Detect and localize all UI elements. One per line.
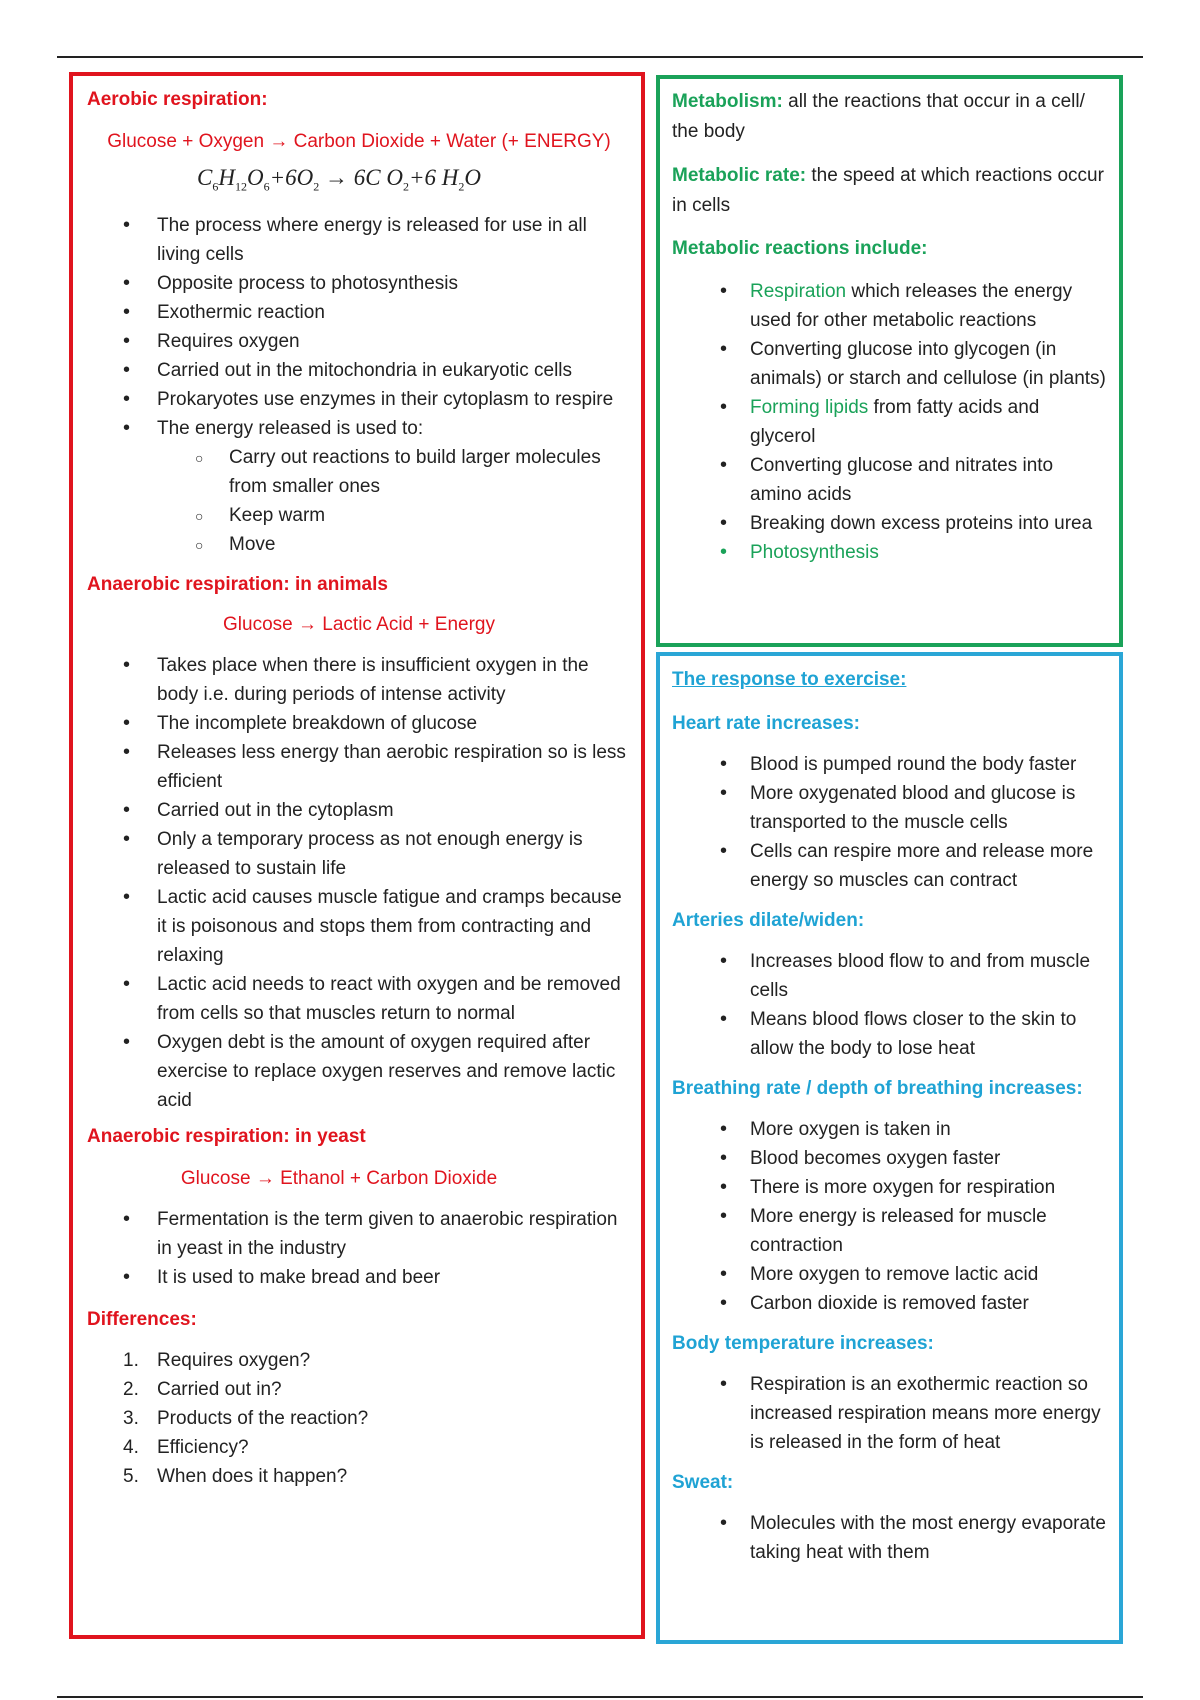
sweat-list [672, 1509, 1109, 1567]
list-item: • It is used to make bread and beer [87, 1263, 631, 1292]
list-item: • Molecules with the most energy evaporate taking heat with them [672, 1509, 1109, 1567]
list-item: • Carbon dioxide is removed faster [672, 1289, 1109, 1318]
list-item: • Opposite process to photosynthesis [87, 269, 631, 298]
aerobic-heading: Aerobic respiration: [87, 89, 268, 110]
list-item: • Means blood flows closer to the skin to allow the body to lose heat [672, 1005, 1109, 1063]
aerobic-points [87, 211, 631, 443]
differences-list [87, 1346, 631, 1491]
list-item: • Takes place when there is insufficient oxygen in the body i.e. during periods of intense activity [87, 651, 631, 709]
list-item: 1. Requires oxygen? [123, 1349, 311, 1371]
list-item: • The incomplete breakdown of glucose [87, 709, 631, 738]
list-item: 2. Carried out in? [123, 1378, 282, 1400]
anaerobic-animals-heading: Anaerobic respiration: in animals [87, 573, 388, 595]
list-item: 3. Products of the reaction? [123, 1407, 369, 1429]
list-item: • More oxygenated blood and glucose is transported to the muscle cells [672, 779, 1109, 837]
respiration-box [69, 72, 645, 1639]
list-item: • There is more oxygen for respiration [672, 1173, 1109, 1202]
list-item: • Oxygen debt is the amount of oxygen required after exercise to replace oxygen reserves and remove lactic acid [87, 1028, 631, 1115]
metabolic-rate-definition: Metabolic rate: the speed at which reactions occur in cells [672, 165, 1104, 216]
breathing-list [672, 1115, 1109, 1318]
list-item: • Fermentation is the term given to anaerobic respiration in yeast in the industry [87, 1205, 631, 1263]
aerobic-word-equation: Glucose + Oxygen → Carbon Dioxide + Water (+ ENERGY) [107, 131, 611, 152]
list-item: • Respiration is an exothermic reaction so increased respiration means more energy is released in the form of heat [672, 1370, 1109, 1457]
exercise-box [656, 652, 1123, 1644]
list-item: • Carried out in the mitochondria in eukaryotic cells [87, 356, 631, 385]
metabolism-definition: Metabolism: all the reactions that occur in a cell/ the body [672, 91, 1085, 142]
list-item: • The energy released is used to: [87, 414, 631, 443]
list-item: • Converting glucose into glycogen (in animals) or starch and cellulose (in plants) [672, 335, 1109, 393]
energy-uses-list [87, 443, 631, 559]
temperature-list [672, 1370, 1109, 1457]
list-item: • Lactic acid causes muscle fatigue and cramps because it is poisonous and stops them from contracting and relaxing [87, 883, 631, 970]
list-item: • Exothermic reaction [87, 298, 631, 327]
list-item: ○ Move [87, 530, 631, 559]
differences-heading: Differences: [87, 1308, 197, 1330]
list-item: • Converting glucose and nitrates into amino acids [672, 451, 1109, 509]
list-item: • Photosynthesis [672, 538, 1109, 567]
anaerobic-yeast-points [87, 1205, 631, 1292]
list-item: 5. When does it happen? [123, 1465, 348, 1487]
list-item: 4. Efficiency? [123, 1436, 249, 1458]
list-item: • Respiration which releases the energy used for other metabolic reactions [672, 277, 1109, 335]
list-item: • More energy is released for muscle contraction [672, 1202, 1109, 1260]
arteries-list [672, 947, 1109, 1063]
temperature-heading: Body temperature increases: [672, 1333, 934, 1354]
anaerobic-yeast-word-equation: Glucose → Ethanol + Carbon Dioxide [180, 1167, 498, 1189]
list-item: ○ Carry out reactions to build larger molecules from smaller ones [87, 443, 631, 501]
list-item: • Prokaryotes use enzymes in their cytoplasm to respire [87, 385, 631, 414]
top-rule [57, 56, 1143, 58]
metabolic-reactions-heading: Metabolic reactions include: [672, 238, 928, 259]
anaerobic-yeast-heading: Anaerobic respiration: in yeast [87, 1125, 366, 1147]
heart-rate-heading: Heart rate increases: [672, 713, 860, 734]
sweat-heading: Sweat: [672, 1472, 734, 1493]
list-item: • Forming lipids from fatty acids and glycerol [672, 393, 1109, 451]
list-item: • More oxygen is taken in [672, 1115, 1109, 1144]
list-item: • Requires oxygen [87, 327, 631, 356]
aerobic-chemical-equation: $C_6H_{12}O_6+6O_2 \to 6C$ $O_2+6$ $H_2O$ [197, 165, 481, 194]
list-item: • Increases blood flow to and from muscle cells [672, 947, 1109, 1005]
anaerobic-animals-word-equation: Glucose → Lactic Acid + Energy [223, 613, 495, 635]
anaerobic-animals-points [87, 651, 631, 1115]
breathing-heading: Breathing rate / depth of breathing increases: [672, 1078, 1083, 1099]
bottom-rule [57, 1696, 1143, 1698]
metabolic-reactions-list [672, 277, 1109, 567]
list-item: • Breaking down excess proteins into urea [672, 509, 1109, 538]
list-item: • Releases less energy than aerobic respiration so is less efficient [87, 738, 631, 796]
heart-rate-list [672, 750, 1109, 895]
list-item: • More oxygen to remove lactic acid [672, 1260, 1109, 1289]
list-item: • Blood is pumped round the body faster [672, 750, 1109, 779]
list-item: • Only a temporary process as not enough energy is released to sustain life [87, 825, 631, 883]
metabolism-box [656, 75, 1123, 647]
list-item: • The process where energy is released for use in all living cells [87, 211, 631, 269]
list-item: ○ Keep warm [87, 501, 631, 530]
list-item: • Lactic acid needs to react with oxygen and be removed from cells so that muscles return to normal [87, 970, 631, 1028]
list-item: • Cells can respire more and release more energy so muscles can contract [672, 837, 1109, 895]
exercise-title: The response to exercise: [672, 669, 907, 690]
list-item: • Carried out in the cytoplasm [87, 796, 631, 825]
list-item: • Blood becomes oxygen faster [672, 1144, 1109, 1173]
arteries-heading: Arteries dilate/widen: [672, 910, 865, 931]
